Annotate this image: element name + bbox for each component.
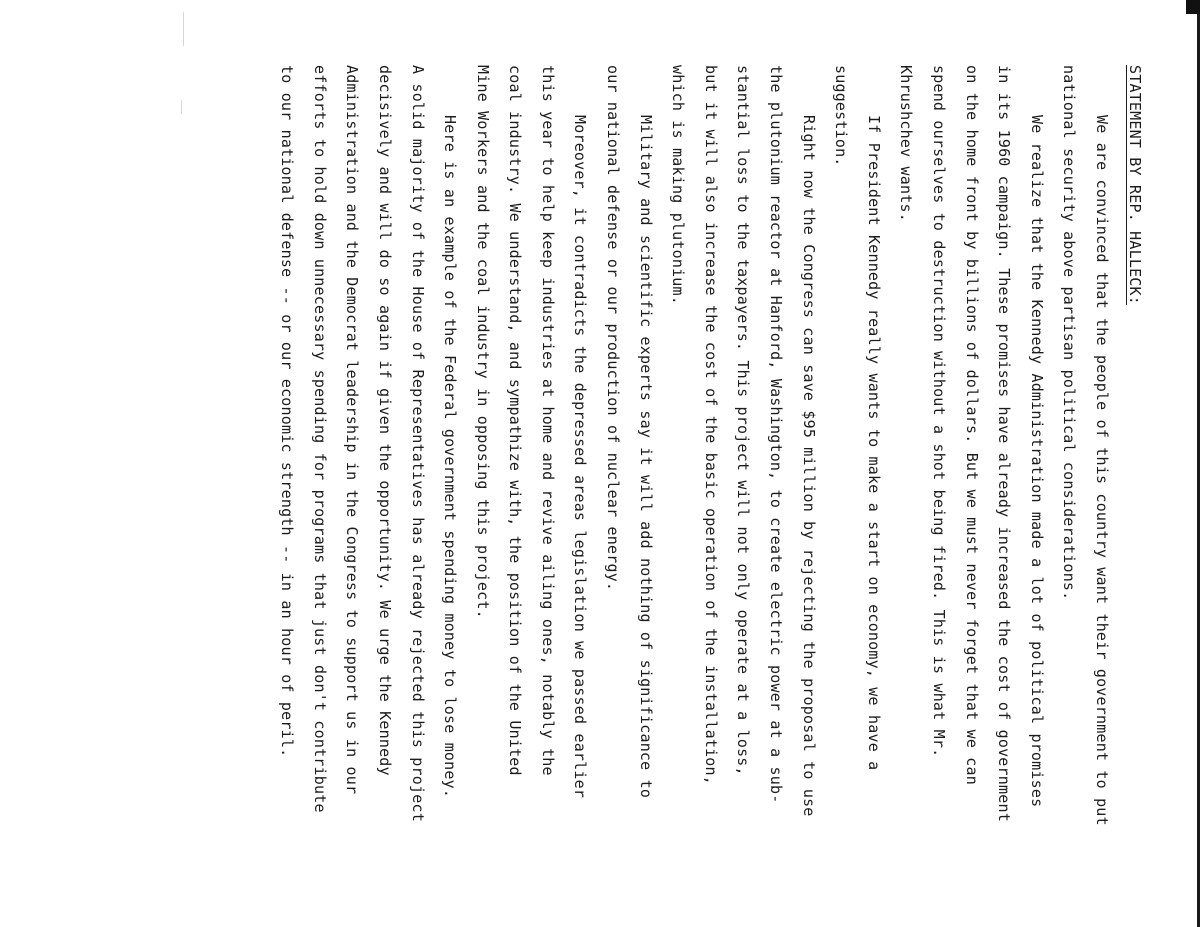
- text-line: decisively and will do so again if given the opportunity. We urge the Kennedy: [375, 65, 394, 776]
- text-line: on the home front by billions of dollars. But we must never forget that we can: [962, 65, 981, 785]
- text-line: which is making plutonium.: [669, 65, 688, 305]
- heading-text: STATEMENT BY REP. HALLECK:: [1126, 65, 1144, 305]
- text-line: Administration and the Democrat leadership in the Congress to support us in our: [343, 65, 362, 795]
- text-line: spend ourselves to destruction without a shot being fired. This is what Mr.: [930, 65, 949, 758]
- scan-artifact: [183, 12, 184, 46]
- rotated-document: [191, 65, 1151, 900]
- text-line: stantial loss to the taxpayers. This project will not only operate at a loss,: [734, 65, 753, 776]
- text-line: suggestion.: [832, 65, 851, 167]
- text-line: Mine Workers and the coal industry in opposing this project.: [473, 65, 492, 619]
- text-line: national security above partisan political considerations.: [1060, 65, 1079, 601]
- text-line: We are convinced that the people of this country want their government to put: [1093, 115, 1111, 826]
- statement-body: [271, 65, 1118, 900]
- text-line: Moreover, it contradicts the depressed areas legislation we passed earlier: [571, 115, 590, 799]
- statement-document: [271, 65, 1151, 900]
- scan-corner: [1186, 0, 1200, 14]
- text-line: Khrushchev wants.: [897, 65, 916, 222]
- text-line: but it will also increase the cost of the basic operation of the installation,: [701, 65, 720, 785]
- text-line: our national defense or our production of nuclear energy.: [604, 65, 623, 592]
- text-line: in its 1960 campaign. These promises have already increased the cost of government: [995, 65, 1014, 822]
- text-line: to our national defense -- or our economic strength -- in an hour of peril.: [278, 65, 297, 758]
- statement-heading: [1118, 65, 1151, 900]
- text-line: this year to help keep industries at home and revive ailing ones, notably the: [538, 65, 557, 776]
- text-line: efforts to hold down unnecessary spending for programs that just don't contribute: [310, 65, 329, 813]
- text-line: Right now the Congress can save $95 million by rejecting the proposal to use: [799, 115, 818, 817]
- text-line: the plutonium reactor at Hanford, Washington, to create electric power at a sub-: [767, 65, 786, 804]
- text-line: We realize that the Kennedy Administration made a lot of political promises: [1027, 115, 1046, 808]
- scan-artifact: [181, 100, 182, 114]
- text-line: Military and scientific experts say it will add nothing of significance to: [636, 115, 655, 799]
- text-line: Here is an example of the Federal government spending money to lose money.: [441, 115, 460, 799]
- text-line: coal industry. We understand, and sympathize with, the position of the United: [506, 65, 525, 776]
- text-line: A solid majority of the House of Representatives has already rejected this project: [408, 65, 427, 822]
- text-line: If President Kennedy really wants to make a start on economy, we have a: [864, 115, 883, 771]
